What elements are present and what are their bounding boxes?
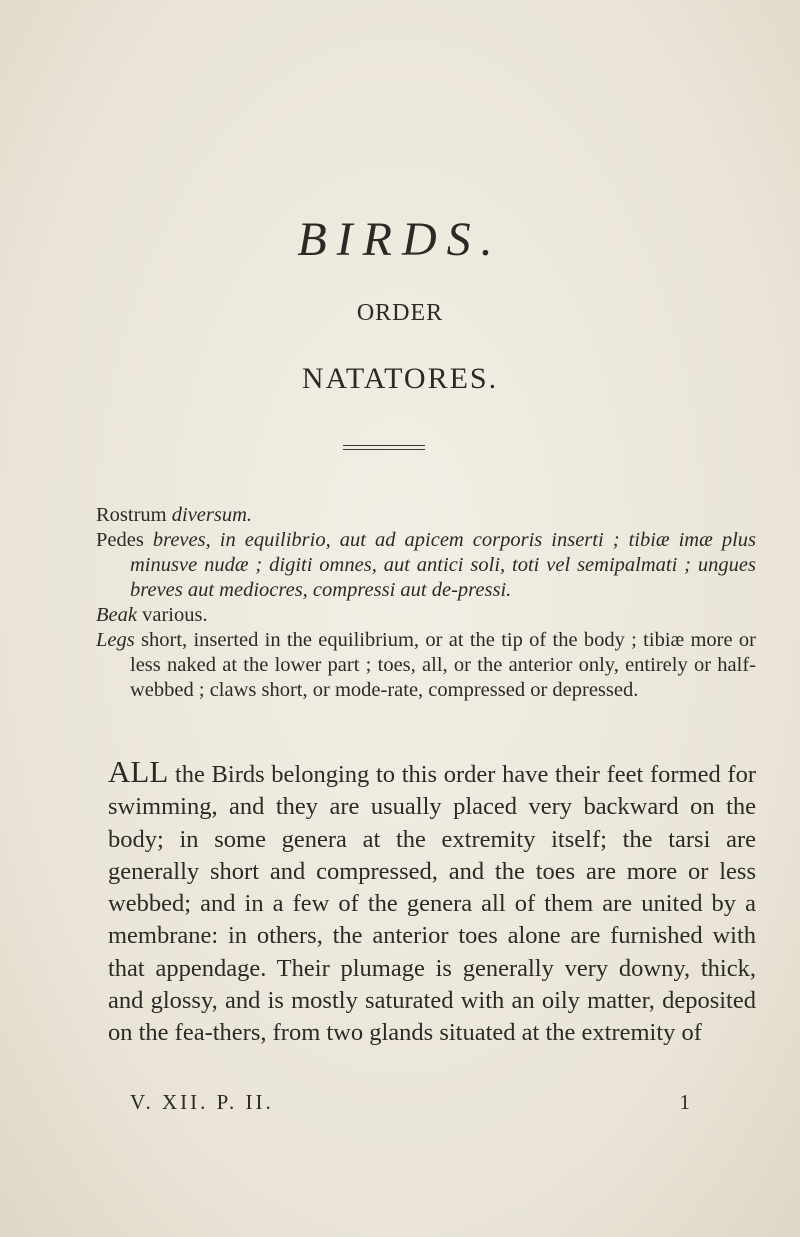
- body-text: the Birds belonging to this order have their feet formed for swimming, and they are usually placed very backward on the body; in some genera at the extremity itself; the tarsi are generally short and compressed, and the toes are more or less webbed; and in a few of the genera all of them are united by a membrane: in others, the anterior toes alone are furnished with that appendage. Their plumage is generally very downy, thick, and glossy, and is mostly saturated with an oily matter, deposited on the fea-thers, from two glands situated at the extremity of: [108, 761, 756, 1047]
- character-term: Pedes: [96, 529, 144, 551]
- character-description: various.: [136, 604, 208, 626]
- character-term: Legs: [96, 629, 135, 651]
- page-footer: [130, 1090, 690, 1120]
- character-description: breves, in equilibrio, aut ad apicem corporis inserti ; tibiæ imæ plus minusve nudæ ; digiti omnes, aut antici soli, toti vel semipalmati ; ungues breves aut mediocres, compressi aut de-pressi.: [130, 529, 756, 601]
- character-description: short, inserted in the equilibrium, or at the tip of the body ; tibiæ more or less naked at the lower part ; toes, all, or the anterior only, entirely or half-webbed ; claws short, or mode-rate, compressed or depressed.: [130, 629, 756, 701]
- drop-cap: ALL: [108, 754, 169, 789]
- page-title: BIRDS.: [297, 213, 503, 266]
- character-description: diversum.: [166, 504, 253, 526]
- character-term: Rostrum: [96, 504, 167, 526]
- divider-rule: [343, 445, 425, 446]
- signature-mark: V. XII. P. II.: [130, 1090, 274, 1114]
- divider-rule-lower: [343, 449, 425, 450]
- latin-character-rostrum: [96, 503, 756, 528]
- order-label: ORDER: [356, 300, 444, 326]
- page-number: 1: [679, 1090, 690, 1114]
- english-character-legs: [96, 628, 756, 703]
- body-paragraph: [108, 756, 756, 1050]
- latin-character-pedes: [96, 528, 756, 603]
- english-character-beak: [96, 603, 756, 628]
- order-characters: [96, 503, 756, 703]
- order-name: NATATORES.: [301, 362, 499, 395]
- character-term: Beak: [96, 604, 137, 626]
